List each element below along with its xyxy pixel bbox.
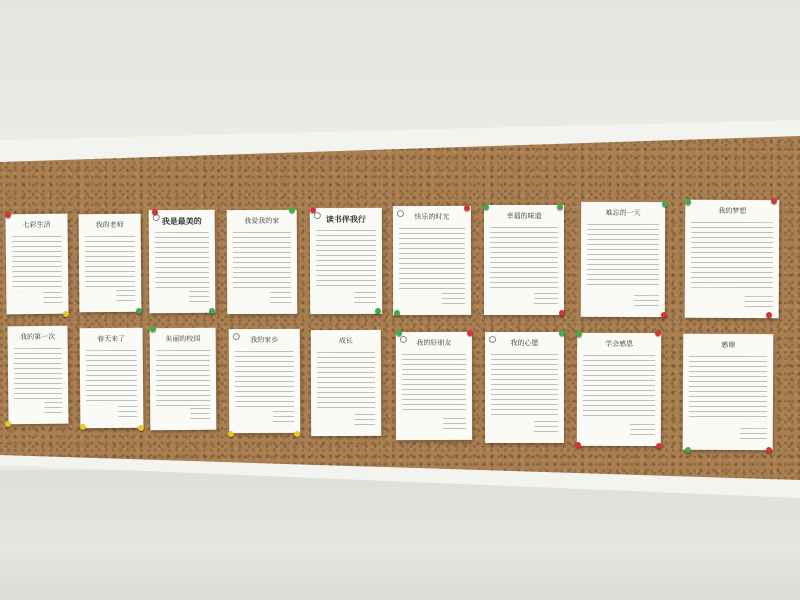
school-seal (153, 214, 160, 221)
push-pin (661, 312, 667, 318)
notice-title: 幸福的味道 (506, 212, 542, 220)
push-pin (150, 326, 156, 332)
push-pin (394, 310, 400, 316)
push-pin (136, 308, 142, 314)
push-pin (771, 198, 777, 204)
push-pin (209, 308, 215, 314)
notice-bottom-8 (577, 333, 661, 446)
notice-title: 我的心愿 (510, 339, 539, 347)
push-pin (766, 447, 772, 453)
school-seal (489, 336, 496, 343)
notice-title: 学会感恩 (605, 339, 634, 349)
notice-title: 我是最美的 (161, 215, 202, 227)
notice-top-7 (484, 205, 564, 315)
push-pin (152, 209, 158, 215)
notice-bottom-6 (396, 332, 472, 440)
notice-title: 春天来了 (97, 334, 126, 344)
notice-top-6 (393, 206, 471, 315)
notice-top-3 (149, 210, 216, 313)
notice-title: 成长 (338, 336, 353, 346)
push-pin (559, 330, 565, 336)
push-pin (375, 308, 381, 314)
notice-title: 我的第一次 (20, 332, 56, 342)
push-pin (63, 311, 69, 317)
notice-title: 感谢 (721, 340, 736, 350)
push-pin (80, 424, 86, 430)
school-seal (400, 336, 407, 343)
notice-top-9 (685, 200, 780, 318)
notice-bottom-2 (80, 328, 144, 429)
notice-top-5 (310, 208, 382, 314)
notice-top-8 (581, 202, 665, 317)
notice-title: 七彩生活 (22, 220, 51, 230)
notice-title: 快乐的时光 (414, 212, 450, 222)
notice-bottom-1 (7, 326, 68, 425)
notice-top-4 (227, 210, 298, 314)
notice-top-2 (79, 214, 142, 313)
notice-title: 我的好朋友 (416, 338, 452, 348)
push-pin (575, 442, 581, 448)
push-pin (310, 207, 316, 213)
push-pin (467, 330, 473, 336)
push-pin (655, 330, 661, 336)
notice-title: 我爱我的家 (244, 216, 280, 226)
push-pin (662, 201, 668, 207)
school-seal (314, 212, 321, 219)
notice-bottom-9 (683, 334, 774, 450)
notice-title: 美丽的校园 (165, 334, 201, 344)
push-pin (294, 431, 300, 437)
push-pin (5, 212, 11, 218)
notice-bottom-7 (485, 332, 564, 443)
notice-title: 我的家乡 (250, 335, 279, 345)
notice-bottom-4 (229, 329, 301, 433)
push-pin (289, 207, 295, 213)
push-pin (557, 204, 563, 210)
push-pin (559, 310, 565, 316)
push-pin (656, 443, 662, 449)
wall-top (0, 0, 800, 140)
notice-title: 我的老师 (95, 220, 124, 230)
school-seal (233, 333, 240, 340)
notice-top-1 (5, 214, 68, 315)
push-pin (396, 330, 402, 336)
notice-title: 难忘的一天 (605, 208, 641, 218)
push-pin (766, 312, 772, 318)
push-pin (138, 425, 144, 431)
push-pin (685, 447, 691, 453)
notice-bottom-5 (311, 330, 381, 436)
push-pin (685, 199, 691, 205)
push-pin (576, 331, 582, 337)
push-pin (228, 431, 234, 437)
notice-title: 读书伴我行 (325, 213, 366, 225)
school-seal (397, 210, 404, 217)
push-pin (464, 205, 470, 211)
push-pin (483, 204, 489, 210)
notice-title: 我的梦想 (718, 206, 747, 216)
notice-bottom-3 (150, 328, 217, 430)
push-pin (5, 421, 11, 427)
